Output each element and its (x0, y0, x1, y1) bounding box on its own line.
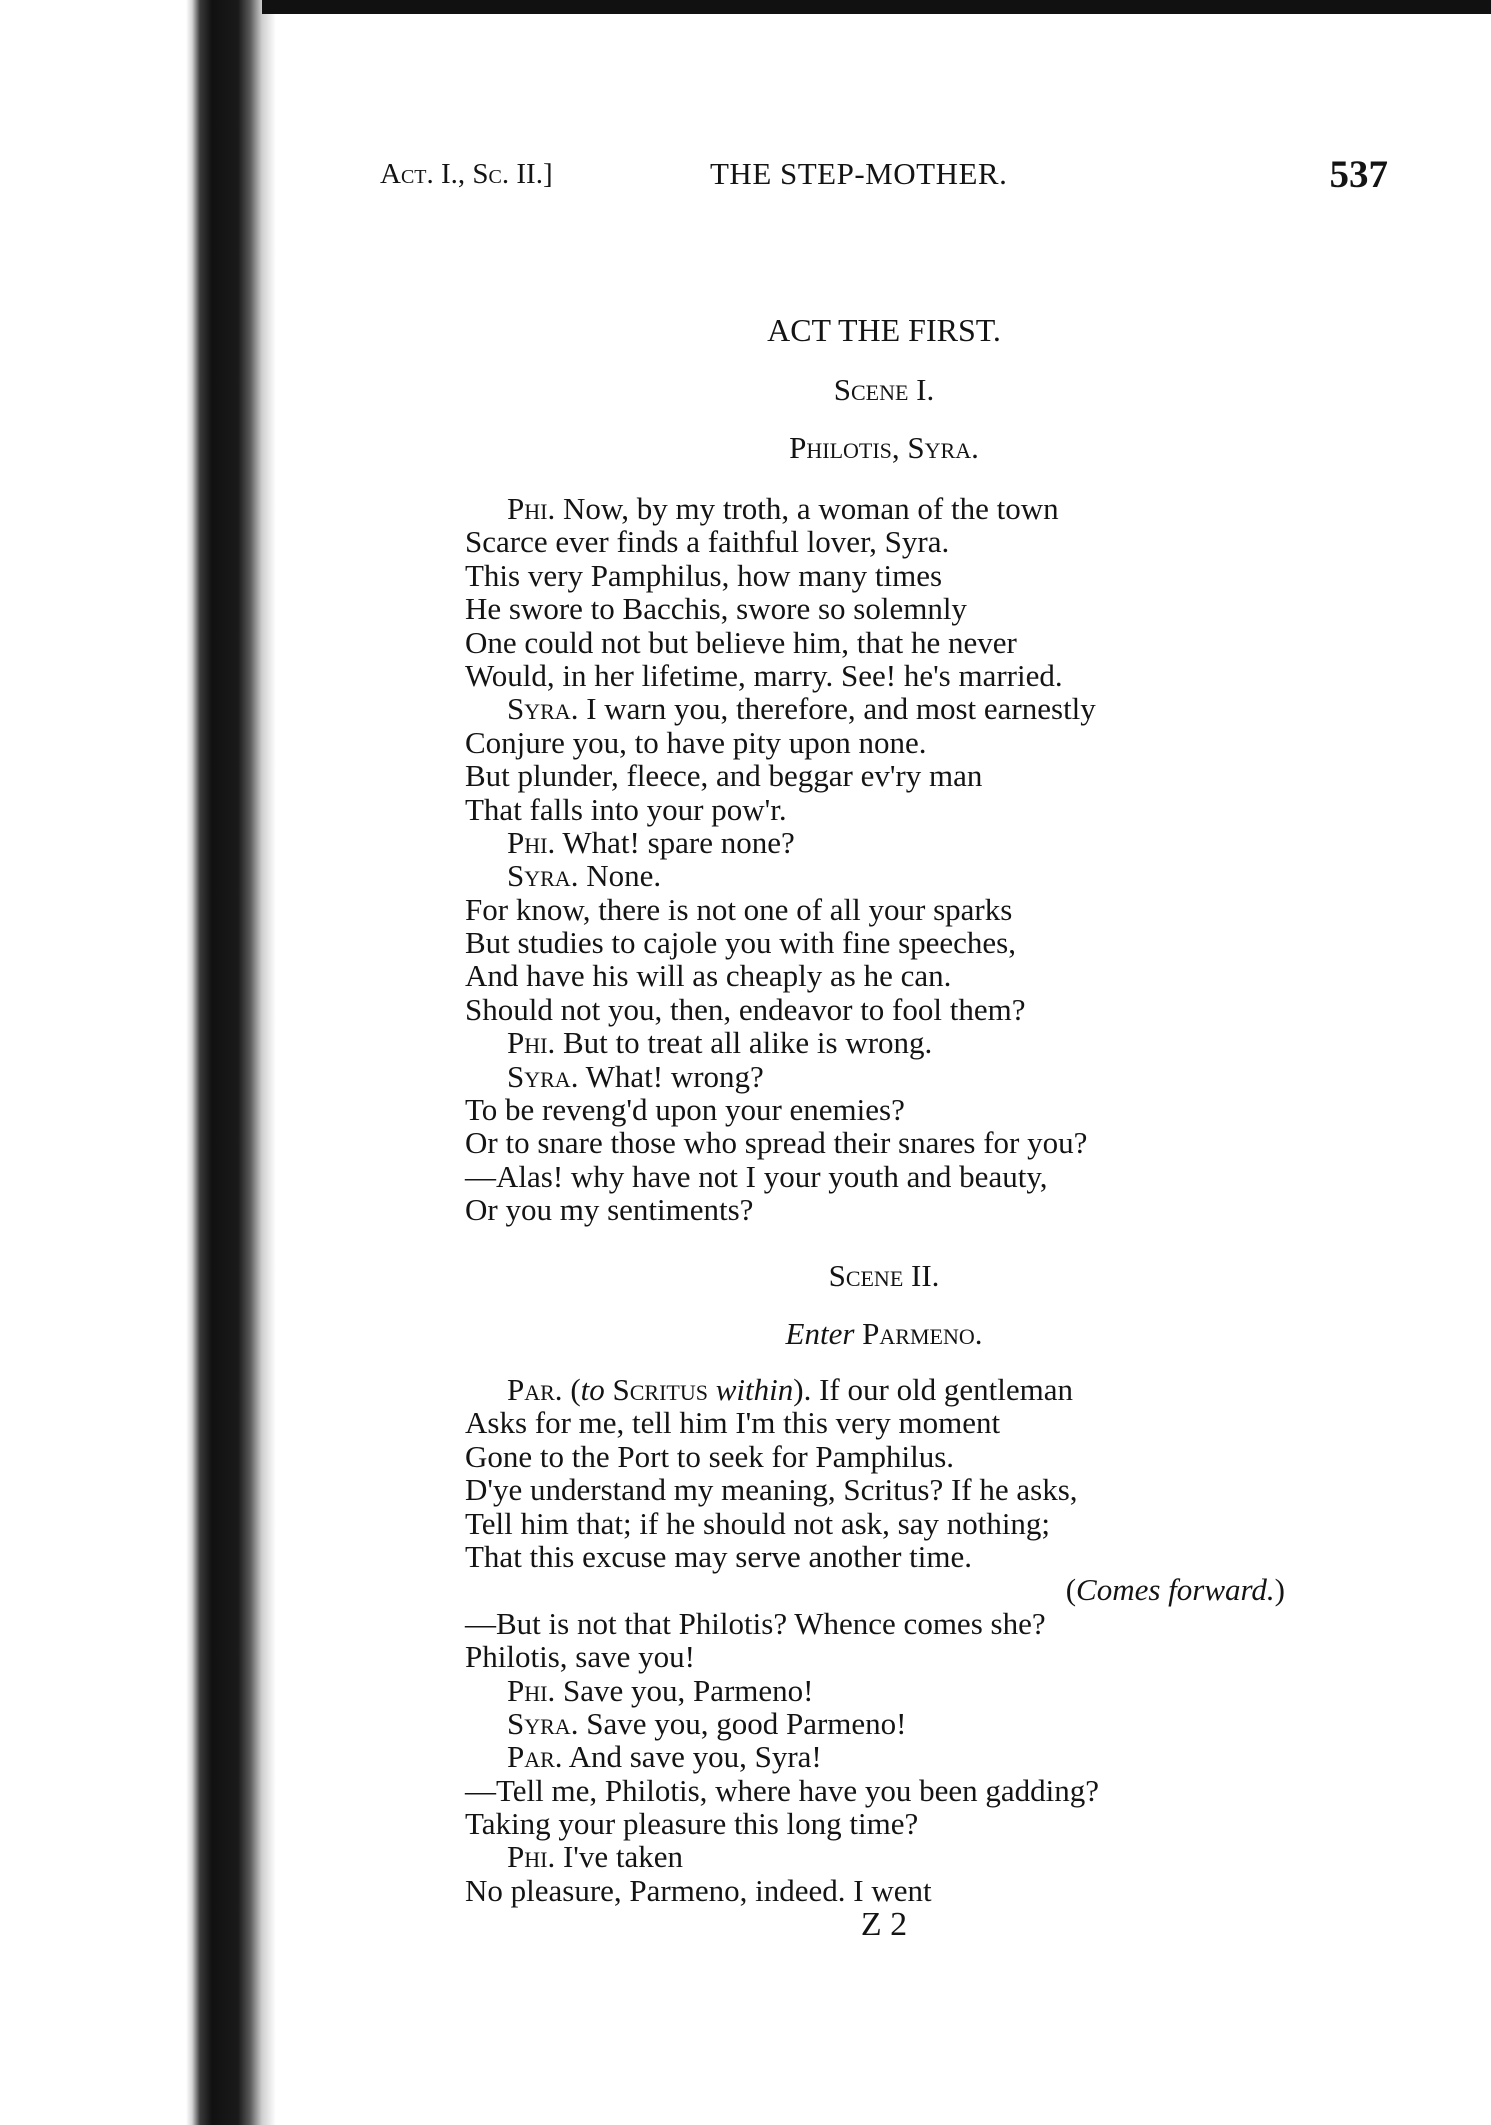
dialogue-line (465, 559, 1305, 592)
line-text: No pleasure, Parmeno, indeed. I went (465, 1872, 932, 1908)
line-text: And save you, Syra! (562, 1739, 822, 1775)
line-text: He swore to Bacchis, swore so solemnly (465, 591, 967, 627)
header-play-title: THE STEP-MOTHER. (710, 156, 1008, 191)
dialogue-line (465, 1840, 1305, 1873)
speaker-name: Phi. (507, 1839, 556, 1875)
line-text: But plunder, fleece, and beggar ev'ry man (465, 758, 983, 794)
direction-within: within (715, 1372, 794, 1407)
scene-2-dialogue (465, 1373, 1305, 1907)
line-text: This very Pamphilus, how many times (465, 557, 943, 593)
line-text: Should not you, then, endeavor to fool them? (465, 991, 1026, 1027)
line-text: None. (578, 858, 662, 894)
speaker-name: Syra. (507, 1705, 579, 1741)
scan-edge (262, 0, 1491, 14)
dialogue-line (465, 626, 1305, 659)
dialogue-line (465, 1807, 1305, 1840)
dialogue-line (465, 793, 1305, 826)
dialogue-line (465, 492, 1305, 525)
dialogue-line (465, 959, 1305, 992)
speaker-name: Par. (507, 1739, 563, 1775)
running-header (380, 152, 1388, 202)
line-text: —But is not that Philotis? Whence comes she? (465, 1605, 1046, 1641)
dialogue-line: Tell him that; if he should not ask, say nothing; (465, 1505, 1051, 1541)
scene-2-lines-a (465, 1406, 1305, 1573)
line-text: —Tell me, Philotis, where have you been gadding? (465, 1772, 1100, 1808)
dialogue-line (465, 1193, 1305, 1226)
line-text: I warn you, therefore, and most earnestly (578, 691, 1096, 727)
scene-2-title: Scene II. (828, 1258, 940, 1293)
entrance-name: Parmeno. (862, 1316, 983, 1351)
line-text: Now, by my troth, a woman of the town (555, 491, 1059, 526)
dialogue-line (465, 659, 1305, 692)
line-text: If our old gentleman (811, 1372, 1074, 1407)
line-text: Or to snare those who spread their snares for you? (465, 1125, 1088, 1161)
dialogue-line (465, 893, 1305, 926)
dialogue-line: Asks for me, tell him I'm this very moment (465, 1405, 1001, 1441)
speaker-name: Phi. (507, 491, 556, 526)
dialogue-line (465, 1674, 1305, 1707)
stage-direction: (Comes forward.) (1065, 1572, 1285, 1608)
line-text: Taking your pleasure this long time? (465, 1806, 919, 1842)
stage-direction-text: Comes forward. (1076, 1572, 1275, 1608)
dialogue-line (465, 1640, 1305, 1673)
dialogue-line (465, 993, 1305, 1026)
line-text: That falls into your pow'r. (465, 791, 787, 827)
dialogue-line (465, 926, 1305, 959)
dialogue-line (465, 525, 1305, 558)
speaker-name: Syra. (507, 1058, 579, 1094)
dialogue-line (465, 592, 1305, 625)
speaker-name: Phi. (507, 1672, 556, 1708)
line-text: What! spare none? (555, 824, 795, 860)
speaker-name: Phi. (507, 1025, 556, 1061)
speaker-name: Syra. (507, 858, 579, 894)
scene-1-dialogue (465, 492, 1305, 1227)
dialogue-line: D'ye understand my meaning, Scritus? If he asks, (465, 1472, 1078, 1508)
dialogue-line (465, 1093, 1305, 1126)
dialogue-line (465, 1126, 1305, 1159)
line-text: I've taken (555, 1839, 684, 1875)
entrance-prefix: Enter (785, 1316, 855, 1351)
line-text: Save you, good Parmeno! (578, 1705, 907, 1741)
line-text: What! wrong? (578, 1058, 764, 1094)
dialogue-line: That this excuse may serve another time. (465, 1538, 973, 1574)
dialogue-line (465, 692, 1305, 725)
speaker-name: Syra. (507, 691, 579, 727)
dialogue-line (465, 726, 1305, 759)
paren-close: ). (793, 1372, 812, 1407)
direction-to: to (580, 1372, 605, 1407)
dialogue-line (465, 1060, 1305, 1093)
act-title: ACT THE FIRST. (767, 312, 1001, 348)
dialogue-line (465, 1774, 1305, 1807)
dialogue-line (465, 1874, 1305, 1907)
scene-1-title: Scene I. (833, 372, 935, 407)
line-text: Scarce ever finds a faithful lover, Syra. (465, 524, 950, 560)
dialogue-line (465, 859, 1305, 892)
header-act-scene: Act. I., Sc. II.] (380, 158, 553, 190)
dialogue-line: Gone to the Port to seek for Pamphilus. (465, 1438, 955, 1474)
book-gutter (0, 0, 280, 2125)
line-text: Would, in her lifetime, marry. See! he's married. (465, 657, 1063, 693)
dialogue-line (465, 1607, 1305, 1640)
dialogue-line (465, 1740, 1305, 1773)
line-text: And have his will as cheaply as he can. (465, 958, 952, 994)
scene-1-characters: Philotis, Syra. (789, 430, 979, 465)
paren-open: ( (562, 1372, 581, 1407)
line-text: But studies to cajole you with fine speeches, (465, 925, 1016, 961)
speaker-name: Phi. (507, 824, 556, 860)
direction-name: Scritus (612, 1372, 708, 1407)
speaker-name: Par. (507, 1372, 563, 1407)
dialogue-line (465, 759, 1305, 792)
line-text: One could not but believe him, that he never (465, 624, 1017, 660)
line-text: Conjure you, to have pity upon none. (465, 724, 927, 760)
line-text: But to treat all alike is wrong. (555, 1025, 933, 1061)
line-text: To be reveng'd upon your enemies? (465, 1092, 905, 1128)
line-text: —Alas! why have not I your youth and beauty, (465, 1158, 1048, 1194)
line-text: Philotis, save you! (465, 1639, 695, 1675)
scene-2-entrance (380, 1316, 1388, 1352)
page-number: 537 (1329, 153, 1388, 196)
dialogue-line (465, 1373, 1305, 1406)
scene-2-lines-b (465, 1607, 1305, 1908)
dialogue-line (465, 1160, 1305, 1193)
dialogue-line (465, 1026, 1305, 1059)
dialogue-line (465, 826, 1305, 859)
line-text: Save you, Parmeno! (555, 1672, 814, 1708)
dialogue-line (465, 1707, 1305, 1740)
line-text: For know, there is not one of all your sparks (465, 891, 1013, 927)
signature-mark: Z 2 (860, 1906, 908, 1943)
line-text: Or you my sentiments? (465, 1192, 754, 1228)
